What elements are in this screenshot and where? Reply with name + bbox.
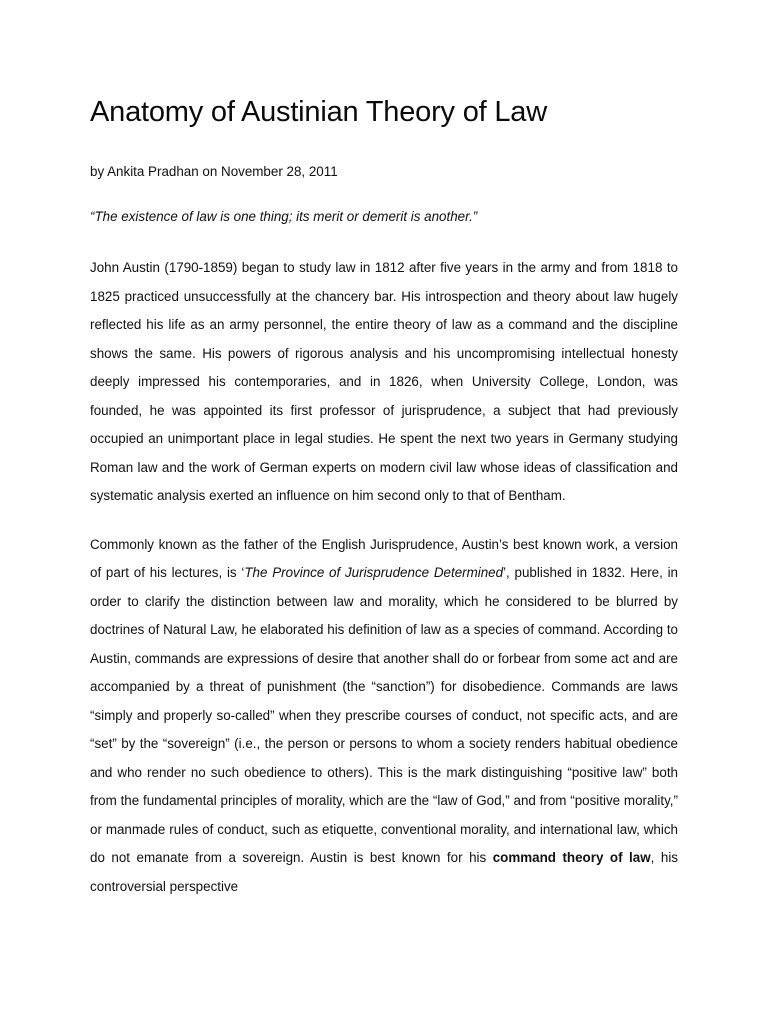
byline: by Ankita Pradhan on November 28, 2011 bbox=[90, 164, 338, 179]
paragraph-2-text-c: , his controversial perspective bbox=[90, 850, 678, 894]
epigraph-quote: “The existence of law is one thing; its merit or demerit is another.” bbox=[90, 209, 478, 224]
paragraph-1: John Austin (1790-1859) began to study law in 1812 after five years in the army and from 1818 to 1825 practiced unsuccessfully at the chancery bar. His introspection and theory about law hugely reflected his life as an army personnel, the entire theory of law as a command and the discipline shows the same. His powers of rigorous analysis and his uncompromising intellectual honesty deeply impressed his contemporaries, and in 1826, when University College, London, was founded, he was appointed its first professor of jurisprudence, a subject that had previously occupied an unimportant place in legal studies. He spent the next two years in Germany studying Roman law and the work of German experts on modern civil law whose ideas of classification and systematic analysis exerted an influence on him second only to that of Bentham. bbox=[90, 260, 678, 503]
book-title-italic: The Province of Jurisprudence Determined bbox=[244, 565, 504, 580]
paragraph-2-text-a: Commonly known as the father of the English Jurisprudence, Austin’s best known work, a version of part of his lectures, is ‘ bbox=[90, 536, 678, 580]
paragraph-2 bbox=[90, 531, 678, 902]
bold-phrase: command theory of law bbox=[492, 850, 651, 865]
page-title: Anatomy of Austinian Theory of Law bbox=[90, 96, 547, 128]
paragraph-2-text-b: ’, published in 1832. Here, in order to clarify the distinction between law and morality, which he considered to be blurred by doctrines of Natural Law, he elaborated his definition of law as a species of command. According to Austin, commands are expressions of desire that another shall do or forbear from some act and are accompanied by a threat of punishment (the “sanction”) for disobedience. Commands are laws “simply and properly so-called” when they prescribe courses of conduct, not specific acts, and are “set” by the “sovereign” (i.e., the person or persons to whom a society renders habitual obedience and who render no such obedience to others). This is the mark distinguishing “positive law” both from the fundamental principles of morality, which are the “law of God,” and from “positive morality,” or manmade rules of conduct, such as etiquette, conventional morality, and international law, which do not emanate from a sovereign. Austin is best known for his bbox=[90, 565, 679, 865]
